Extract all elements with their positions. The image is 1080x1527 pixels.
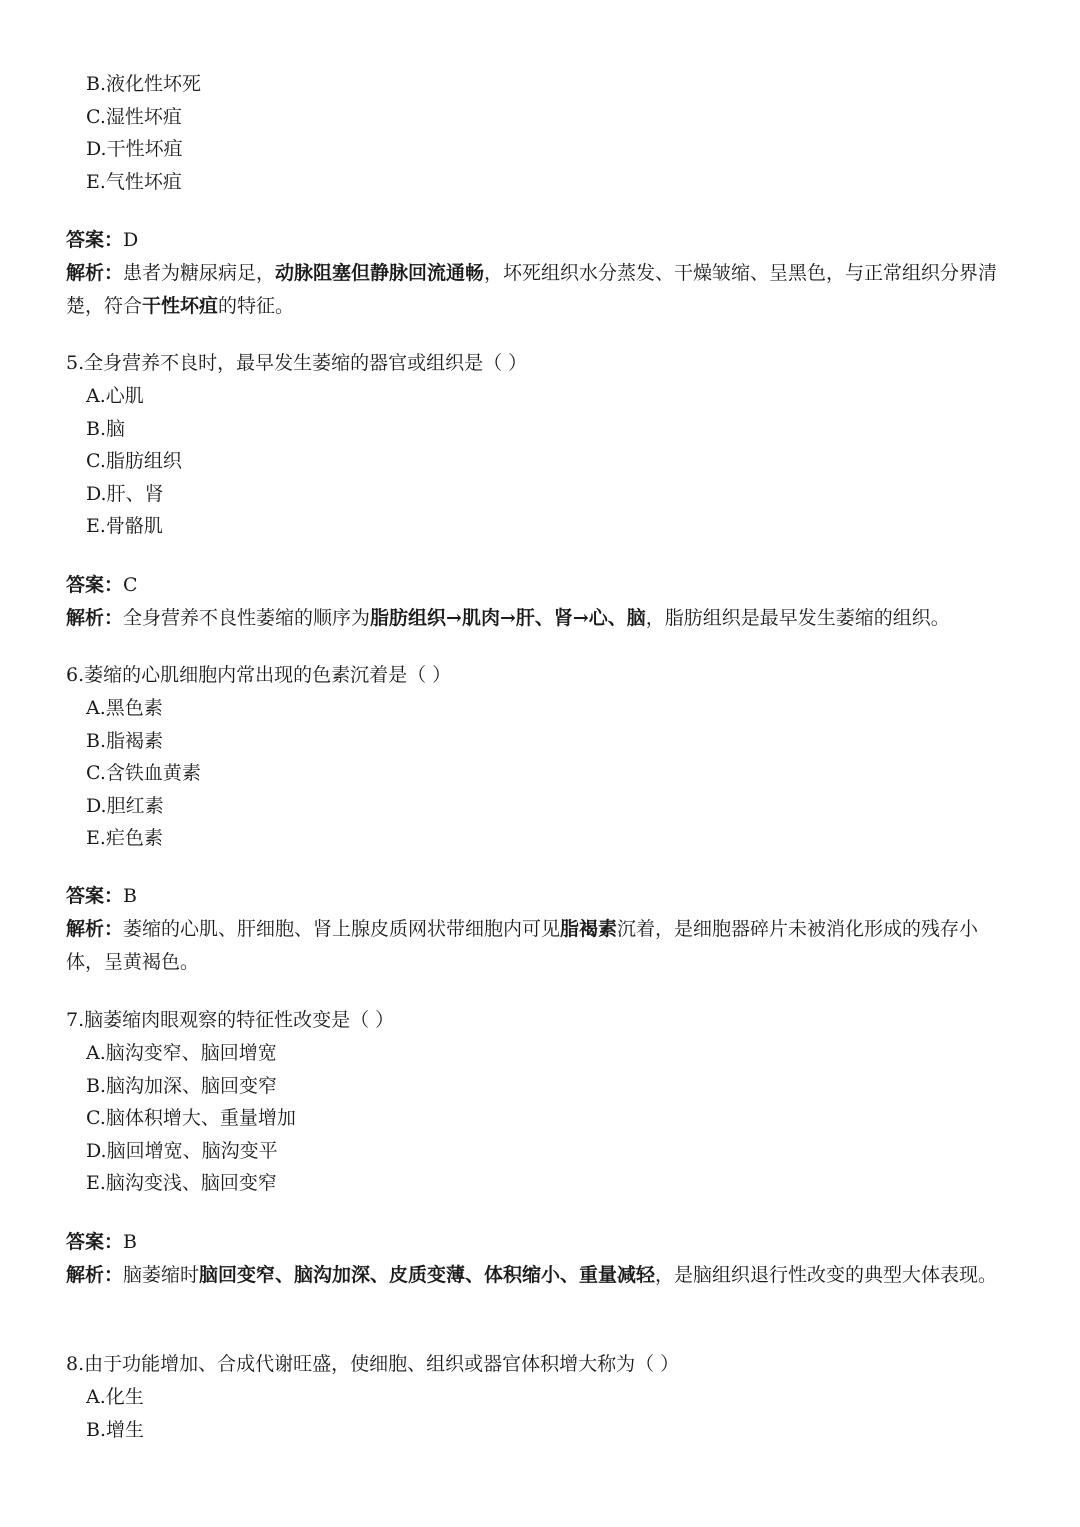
q7-option-e: E.脑沟变浅、脑回变窄 — [86, 1172, 277, 1195]
q4-answer — [66, 224, 1016, 257]
q6-option-d: D.胆红素 — [86, 794, 164, 817]
q6-option-e: E.疟色素 — [86, 827, 163, 850]
q5-option-b: B.脑 — [86, 417, 126, 440]
q8-stem: 8.由于功能增加、合成代谢旺盛，使细胞、组织或器官体积增大称为（ ） — [66, 1353, 680, 1375]
q6-option-a: A.黑色素 — [86, 697, 163, 719]
q5-option-c: C.脂肪组织 — [86, 450, 182, 473]
explanation-text: 脑萎缩时 — [123, 1264, 200, 1286]
q4-option-d: D.干性坏疽 — [86, 138, 183, 161]
answer-value: B — [123, 1231, 137, 1253]
q4-option-e: E.气性坏疽 — [86, 170, 182, 193]
q6-stem: 6.萎缩的心肌细胞内常出现的色素沉着是（ ） — [66, 664, 452, 686]
explanation-label: 解析： — [66, 607, 124, 629]
q7-option-d: D.脑回增宽、脑沟变平 — [86, 1139, 278, 1162]
explanation-label: 解析： — [66, 262, 124, 284]
explanation-text: 萎缩的心肌、肝细胞、肾上腺皮质网状带细胞内可见 — [123, 918, 561, 940]
answer-label: 答案： — [66, 574, 124, 596]
answer-value: D — [123, 229, 139, 251]
q7-option-a: A.脑沟变窄、脑回增宽 — [86, 1042, 277, 1064]
answer-label: 答案： — [66, 229, 124, 251]
explanation-text: ，坏死组织水分蒸发、干燥皱缩、呈黑色，与正常组织分界清楚，符合 — [66, 262, 998, 317]
q5-option-e: E.骨骼肌 — [86, 515, 163, 538]
explanation-keypoint: 干性坏疽 — [142, 294, 219, 317]
answer-value: C — [123, 574, 138, 596]
q5-option-d: D.肝、肾 — [86, 482, 164, 505]
explanation-keypoint: 脂褐素 — [560, 918, 618, 940]
explanation-keypoint: 脑回变窄、脑沟加深、皮质变薄、体积缩小、重量减轻 — [199, 1264, 656, 1286]
explanation-keypoint: 脂肪组织→肌肉→肝、肾→心、脑 — [370, 607, 646, 629]
q4-explanation — [66, 257, 1016, 322]
q4-option-c: C.湿性坏疽 — [86, 105, 182, 128]
q5-explanation — [66, 602, 1016, 635]
q5-stem: 5.全身营养不良时，最早发生萎缩的器官或组织是（ ） — [66, 352, 528, 374]
answer-value: B — [123, 885, 137, 907]
q7-answer — [66, 1226, 1016, 1259]
q8-option-a: A.化生 — [86, 1386, 144, 1408]
explanation-text: 沉着，是细胞器碎片未被消化形成的残存小体，呈黄褐色。 — [66, 918, 979, 973]
q6-answer — [66, 880, 1016, 913]
explanation-label: 解析： — [66, 1264, 124, 1286]
explanation-text: 全身营养不良性萎缩的顺序为 — [123, 607, 371, 629]
q8-options — [86, 1381, 144, 1446]
answer-label: 答案： — [66, 1231, 124, 1253]
explanation-text: ，脂肪组织是最早发生萎缩的组织。 — [645, 607, 950, 629]
q5-options — [86, 380, 182, 543]
q6-explanation — [66, 913, 1016, 978]
q7-options — [86, 1037, 296, 1200]
q8-option-b: B.增生 — [86, 1418, 145, 1441]
explanation-label: 解析： — [66, 918, 124, 940]
q7-option-c: C.脑体积增大、重量增加 — [86, 1107, 296, 1130]
q5-option-a: A.心肌 — [86, 385, 144, 407]
explanation-text: 的特征。 — [218, 294, 295, 317]
q6-option-c: C.含铁血黄素 — [86, 762, 201, 785]
explanation-keypoint: 动脉阻塞但静脉回流通畅 — [275, 262, 485, 284]
q6-option-b: B.脂褐素 — [86, 729, 164, 752]
explanation-text: 患者为糖尿病足， — [123, 262, 276, 284]
q7-explanation — [66, 1259, 1016, 1292]
q6-options — [86, 692, 201, 855]
q4-options — [86, 68, 201, 198]
explanation-text: ，是脑组织退行性改变的典型大体表现。 — [655, 1264, 998, 1286]
q5-answer — [66, 569, 1016, 602]
q7-option-b: B.脑沟加深、脑回变窄 — [86, 1074, 278, 1097]
q4-option-b: B.液化性坏死 — [86, 73, 202, 95]
q7-stem: 7.脑萎缩肉眼观察的特征性改变是（ ） — [66, 1009, 395, 1031]
answer-label: 答案： — [66, 885, 124, 907]
